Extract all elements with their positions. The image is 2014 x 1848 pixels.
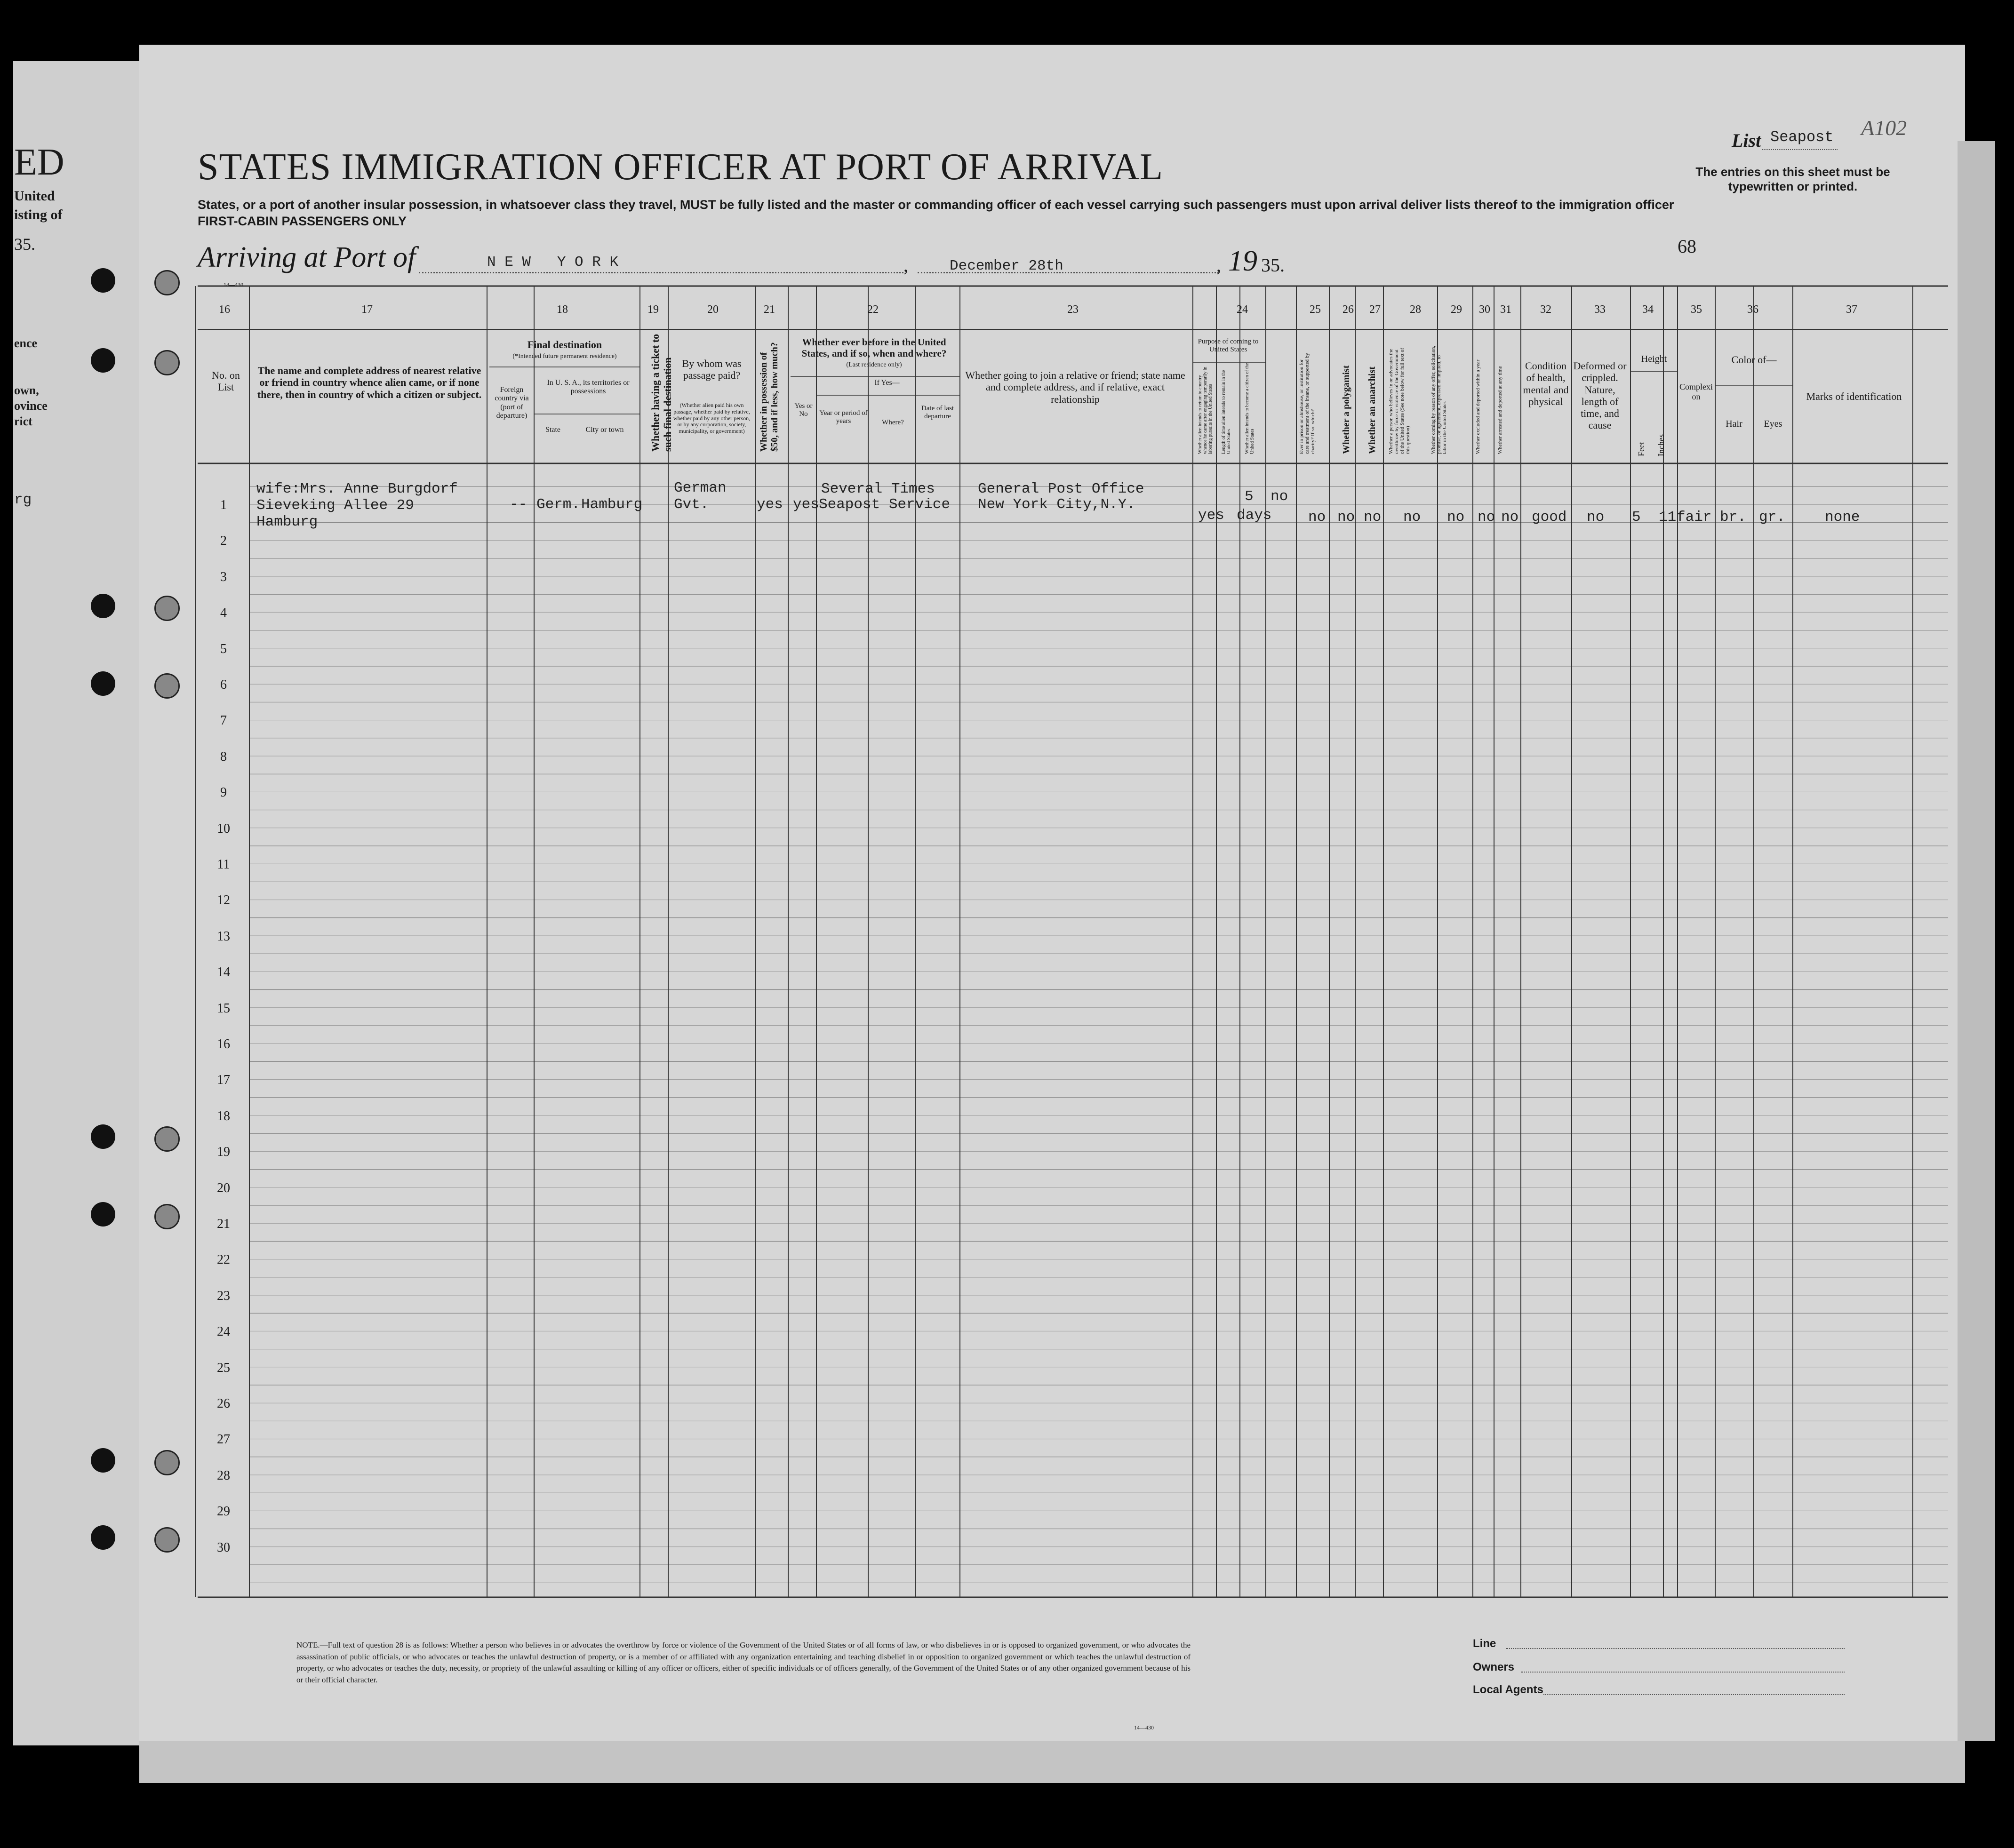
entry-paid-by-line1: German bbox=[674, 480, 727, 496]
row-number: 16 bbox=[217, 1037, 230, 1051]
row-number: 28 bbox=[217, 1468, 230, 1483]
col-num-16: 16 bbox=[219, 303, 230, 316]
left-fragment-united: United bbox=[14, 188, 55, 204]
row-number: 8 bbox=[220, 749, 227, 764]
header-passage-paid: By whom was passage paid? bbox=[682, 358, 742, 382]
entry-relative-line3: Hamburg bbox=[256, 514, 318, 530]
page-title: STATES IMMIGRATION OFFICER AT PORT OF ARRIVAL bbox=[198, 146, 1163, 188]
left-fragment-year: 35. bbox=[14, 235, 35, 254]
header-hair: Hair bbox=[1726, 419, 1742, 429]
col-num-17: 17 bbox=[361, 303, 373, 316]
footer-agents-label: Local Agents bbox=[1473, 1683, 1543, 1696]
row-number: 30 bbox=[217, 1540, 230, 1555]
row-number: 20 bbox=[217, 1180, 230, 1195]
footer-agents-rule bbox=[1543, 1694, 1845, 1695]
year-prefix: 19 bbox=[1228, 245, 1257, 277]
header-foreign-via: Foreign country via (port of departure) bbox=[495, 386, 529, 420]
header-year-period: Year or period of years bbox=[819, 409, 868, 425]
header-purpose-citizen: Whether alien intends to become a citizen of the United States bbox=[1245, 363, 1255, 454]
header-eyes: Eyes bbox=[1764, 419, 1782, 429]
footer-form-number: 14—430 bbox=[1134, 1724, 1154, 1731]
col-num-25: 25 bbox=[1310, 303, 1321, 316]
row-number: 11 bbox=[217, 857, 230, 872]
sheet-number: 68 bbox=[1678, 236, 1696, 257]
row-number: 27 bbox=[217, 1432, 230, 1447]
col-num-29: 29 bbox=[1451, 303, 1462, 316]
entry-q30: no bbox=[1478, 509, 1495, 526]
col-num-36: 36 bbox=[1747, 303, 1758, 316]
entry-length-b: days bbox=[1237, 507, 1272, 524]
header-relative: The name and complete address of nearest relative or friend in country whence alien came, or if none there, then in country of which a citizen or subject. bbox=[257, 365, 482, 400]
row-number: 7 bbox=[220, 713, 227, 728]
entry-fifty: yes bbox=[757, 496, 783, 513]
header-purpose-return: Whether alien intends to return to country whence he came after engaging temporarily in laboring pursuits in the United States bbox=[1198, 366, 1213, 454]
header-final-destination-sub: (*Intended future permanent residence) bbox=[512, 353, 617, 360]
col-num-34: 34 bbox=[1642, 303, 1654, 316]
col-num-37: 37 bbox=[1846, 303, 1857, 316]
header-purpose: Purpose of coming to United States bbox=[1198, 338, 1259, 354]
header-deformed: Deformed or crippled. Nature, length of time, and cause bbox=[1573, 360, 1627, 431]
entry-relative-line2: Sieveking Allee 29 bbox=[256, 497, 414, 514]
col-num-26: 26 bbox=[1343, 303, 1354, 316]
list-label: List bbox=[1732, 130, 1761, 151]
header-anarchist: Whether an anarchist bbox=[1367, 366, 1377, 454]
left-fragment-listing: isting of bbox=[14, 207, 63, 223]
header-complexion: Complexion bbox=[1679, 382, 1713, 401]
col-num-32: 32 bbox=[1540, 303, 1551, 316]
entry-join-line2: New York City,N.Y. bbox=[978, 496, 1135, 513]
row-number: 14 bbox=[217, 965, 230, 980]
header-prison: Ever in prison or almshouse, or institution for care and treatment of the insane, or supported by charity? If so, which? bbox=[1299, 353, 1316, 454]
row-number: 29 bbox=[217, 1504, 230, 1519]
left-fragment-ed: ED bbox=[14, 142, 64, 183]
header-height: Height bbox=[1641, 354, 1667, 364]
footer-owners-rule bbox=[1521, 1672, 1845, 1673]
col-num-24: 24 bbox=[1237, 303, 1248, 316]
entry-paid-by-line2: Gvt. bbox=[674, 496, 709, 513]
form-small: 14—430 bbox=[224, 281, 243, 288]
entry-health: good bbox=[1532, 509, 1567, 526]
list-handwritten: A102 bbox=[1861, 116, 1907, 140]
row-number: 15 bbox=[217, 1001, 230, 1016]
footer-note: NOTE.—Full text of question 28 is as follows: Whether a person who believes in or advocates the overthrow by force or violence of the Government of the United States or of all forms of law, or who disbelieves in or is opposed to organized government, or who advocates the assassination of public officials, or who advocates or teaches the unlawful destruction of property, or is a member of or affiliated with any organization entertaining and teaching disbelief in or opposition to organized government or which teaches the unlawful destruction of property, or who advocates or teaches the duty, necessity, or propriety of the unlawful assaulting or killing of any officer or officers, either of specific individuals or of officers generally, of the Government of the United States or of any other organized government because of his or their official character. bbox=[296, 1641, 1191, 1684]
entry-prison: no bbox=[1308, 509, 1326, 526]
entry-before-yesno: yes bbox=[793, 496, 819, 513]
header-feet: Feet bbox=[1637, 442, 1646, 456]
entry-length-a: 5 bbox=[1245, 488, 1254, 505]
list-value: Seapost bbox=[1770, 128, 1834, 146]
row-number: 18 bbox=[217, 1108, 230, 1123]
col-num-30: 30 bbox=[1479, 303, 1490, 316]
left-fragment-province: ovince bbox=[14, 399, 48, 413]
col-num-33: 33 bbox=[1594, 303, 1606, 316]
separator: , bbox=[1216, 255, 1221, 276]
header-q31: Whether arrested and deported at any time bbox=[1497, 366, 1503, 454]
row-number: 6 bbox=[220, 677, 227, 692]
footer-owners-label: Owners bbox=[1473, 1661, 1515, 1673]
left-fragment-residence: ence bbox=[14, 336, 38, 350]
year-suffix: 35. bbox=[1261, 255, 1285, 276]
entry-before-where: Seapost Service bbox=[819, 496, 951, 513]
col-num-27: 27 bbox=[1369, 303, 1381, 316]
col-num-18: 18 bbox=[557, 303, 568, 316]
row-number: 25 bbox=[217, 1360, 230, 1375]
header-polygamist: Whether a polygamist bbox=[1341, 365, 1351, 454]
col-num-23: 23 bbox=[1067, 303, 1079, 316]
col-num-21: 21 bbox=[764, 303, 775, 316]
header-final-destination: Final destination bbox=[527, 339, 602, 350]
row-number: 19 bbox=[217, 1145, 230, 1160]
col-num-22: 22 bbox=[867, 303, 879, 316]
subtitle-line2: FIRST-CABIN PASSENGERS ONLY bbox=[198, 214, 407, 228]
entry-state: Germ. bbox=[536, 496, 581, 513]
entry-hair: br. bbox=[1720, 509, 1746, 526]
entry-marks: none bbox=[1825, 509, 1860, 526]
header-where: Where? bbox=[882, 419, 904, 426]
row-number: 26 bbox=[217, 1396, 230, 1411]
entry-before-years: Several Times bbox=[821, 481, 935, 497]
header-inches: Inches bbox=[1656, 434, 1666, 456]
col-num-35: 35 bbox=[1691, 303, 1702, 316]
entry-city: Hamburg bbox=[581, 496, 643, 513]
row-number: 17 bbox=[217, 1073, 230, 1088]
entry-anarchist: no bbox=[1364, 509, 1382, 526]
entry-citizen: no bbox=[1271, 488, 1288, 505]
entry-foreign-via: -- bbox=[510, 496, 527, 513]
port-value: N E W Y O R K bbox=[487, 254, 619, 271]
row-number: 2 bbox=[220, 534, 227, 549]
header-color-of: Color of— bbox=[1731, 354, 1777, 366]
instructions: The entries on this sheet must be typewritten or printed. bbox=[1695, 165, 1890, 194]
row-number: 10 bbox=[217, 821, 230, 836]
entry-complexion: fair bbox=[1677, 509, 1712, 526]
left-fragment-hamburg: rg bbox=[14, 492, 32, 508]
left-fragment-district: rict bbox=[14, 414, 32, 428]
col-num-19: 19 bbox=[647, 303, 659, 316]
footer-line-rule bbox=[1506, 1648, 1845, 1649]
header-in-usa: In U. S. A., its territories or possessions bbox=[547, 379, 630, 396]
col-num-31: 31 bbox=[1500, 303, 1511, 316]
header-purpose-length: Length of time alien intends to remain in the United States bbox=[1221, 370, 1231, 454]
row-number: 13 bbox=[217, 929, 230, 944]
header-health: Condition of health, mental and physical bbox=[1523, 360, 1569, 407]
header-passage-paid-sub: (Whether alien paid his own passage, whether paid by relative, whether paid by any other person, or by any corporation, society, municipality, or government) bbox=[673, 402, 751, 435]
header-no-on-list: No. on List bbox=[212, 369, 240, 393]
entry-inches: 11 bbox=[1659, 509, 1677, 526]
row-number: 9 bbox=[220, 785, 227, 800]
entry-deformed: no bbox=[1587, 509, 1605, 526]
row-number: 24 bbox=[217, 1324, 230, 1339]
header-ticket: Whether having a ticket to such final destination bbox=[649, 334, 673, 452]
header-state: State bbox=[545, 426, 560, 434]
header-ever-before: Whether ever before in the United States, and if so, when and where? bbox=[801, 336, 947, 359]
subtitle-line1: States, or a port of another insular possession, in whatsoever class they travel, MUST be fully listed and the master or commanding officer of each vessel carrying such passengers must upon arrival deliver lists thereof to the immigration officer bbox=[198, 198, 1674, 212]
row-number: 21 bbox=[217, 1217, 230, 1231]
row-number: 23 bbox=[217, 1288, 230, 1303]
row-number: 4 bbox=[220, 605, 227, 621]
header-going-to-join: Whether going to join a relative or friend; state name and complete address, and if relative, exact relationship bbox=[965, 369, 1185, 405]
header-if-yes: If Yes— bbox=[874, 379, 900, 387]
entry-polygamist: no bbox=[1337, 509, 1355, 526]
col-num-20: 20 bbox=[707, 303, 719, 316]
entry-return: yes bbox=[1198, 507, 1224, 524]
entry-q28: no bbox=[1403, 509, 1421, 526]
row-number: 1 bbox=[220, 498, 227, 512]
header-ever-before-sub: (Last residence only) bbox=[846, 361, 902, 368]
header-date-departure: Date of last departure bbox=[921, 405, 954, 421]
entry-feet: 5 bbox=[1632, 509, 1641, 526]
date-value: December 28th bbox=[950, 258, 1063, 274]
header-q30: Whether excluded and deported within a year bbox=[1475, 359, 1481, 454]
header-q29: Whether coming by reason of any offer, solicitation, promise, or agreement, expressed or implied, to labor in the United States bbox=[1431, 346, 1447, 454]
entry-join-line1: General Post Office bbox=[978, 481, 1144, 497]
entry-relative-line1: wife:Mrs. Anne Burgdorf bbox=[256, 481, 458, 497]
entry-q29: no bbox=[1447, 509, 1465, 526]
header-fifty-dollars: Whether in possession of $50, and if less, how much? bbox=[759, 342, 780, 452]
arriving-label: Arriving at Port of bbox=[198, 241, 416, 273]
row-number: 12 bbox=[217, 893, 230, 908]
header-marks: Marks of identification bbox=[1806, 390, 1902, 402]
left-fragment-town: own, bbox=[14, 383, 39, 397]
col-num-28: 28 bbox=[1410, 303, 1421, 316]
entry-eyes: gr. bbox=[1759, 509, 1785, 526]
separator: , bbox=[903, 255, 908, 276]
row-number: 3 bbox=[220, 569, 227, 584]
header-yes-no: Yes or No bbox=[794, 402, 813, 418]
entry-q31: no bbox=[1501, 509, 1519, 526]
header-city: City or town bbox=[585, 426, 624, 434]
footer-line-label: Line bbox=[1473, 1637, 1496, 1650]
row-number: 22 bbox=[217, 1252, 230, 1267]
row-number: 5 bbox=[220, 641, 227, 656]
header-q28: Whether a person who believes in or advocates the overthrow by force or violence of the Government of the United States (See note below for full text of this question) bbox=[1388, 348, 1411, 454]
